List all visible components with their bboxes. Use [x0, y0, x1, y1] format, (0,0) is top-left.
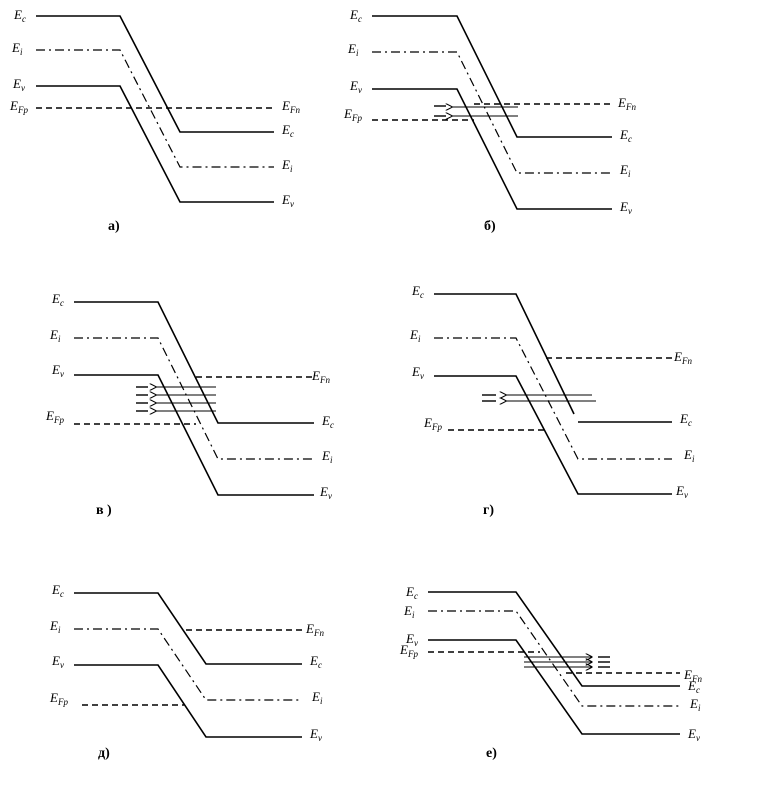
label-Ev-right: $E_v$ — [282, 192, 294, 209]
conduction-band-edge — [36, 16, 274, 132]
valence-band-edge — [36, 86, 274, 202]
panel-caption: в ) — [96, 503, 112, 518]
label-Ev-right: $E_v$ — [310, 726, 322, 743]
label-Ec-right: $E_c$ — [680, 411, 692, 428]
label-Ec-right: $E_c$ — [282, 122, 294, 139]
label-EFp-left: $E_{Fp}$ — [424, 415, 442, 432]
label-EFn-right: $E_{Fn}$ — [618, 95, 636, 112]
valence-band-edge — [74, 665, 302, 737]
valence-band-edge — [74, 375, 314, 495]
label-EFp-left: $E_{Fp}$ — [344, 106, 362, 123]
label-EFn-right: $E_{Fn}$ — [674, 349, 692, 366]
panel-g — [409, 283, 695, 518]
label-EFn-right: $E_{Fn}$ — [306, 621, 324, 638]
label-Ec-right: $E_c$ — [688, 678, 700, 695]
panel-d — [49, 582, 324, 761]
intrinsic-level — [428, 611, 680, 706]
conduction-band-edge — [74, 302, 314, 423]
label-EFn-right: $E_{Fn}$ — [282, 98, 300, 115]
label-Ec-right: $E_c$ — [620, 127, 632, 144]
label-Ei-right: $E_i$ — [312, 689, 323, 706]
label-Ev-left: $E_v$ — [412, 364, 424, 381]
panel-e — [399, 584, 702, 761]
label-Ec-right: $E_c$ — [322, 413, 334, 430]
label-Ev-left: $E_v$ — [406, 631, 418, 648]
label-Ev-right: $E_v$ — [688, 726, 700, 743]
label-EFn-right: $E_{Fn}$ — [312, 368, 330, 385]
label-Ei-right: $E_i$ — [690, 696, 701, 713]
label-Ei-left: $E_i$ — [404, 603, 415, 620]
intrinsic-level — [372, 52, 612, 173]
label-Ev-right: $E_v$ — [620, 199, 632, 216]
conduction-band-edge — [74, 593, 302, 664]
intrinsic-level — [74, 338, 314, 459]
panel-caption: а) — [108, 219, 120, 234]
intrinsic-level — [434, 338, 672, 459]
label-Ec-left: $E_c$ — [412, 283, 424, 300]
label-EFp-left: $E_{Fp}$ — [46, 408, 64, 425]
label-Ec-left: $E_c$ — [350, 7, 362, 24]
label-Ei-left: $E_i$ — [12, 40, 23, 57]
label-Ei-right: $E_i$ — [684, 447, 695, 464]
panel-caption: г) — [483, 503, 495, 518]
label-Ei-left: $E_i$ — [50, 327, 61, 344]
label-Ei-left: $E_i$ — [410, 327, 421, 344]
valence-band-edge — [428, 640, 680, 734]
label-Ei-right: $E_i$ — [322, 448, 333, 465]
valence-band-edge — [434, 376, 672, 494]
panel-a — [9, 7, 300, 234]
panel-b — [343, 7, 636, 234]
label-Ev-right: $E_v$ — [676, 483, 688, 500]
label-Ei-right: $E_i$ — [282, 157, 293, 174]
label-Ec-left: $E_c$ — [52, 291, 64, 308]
label-Ev-left: $E_v$ — [350, 78, 362, 95]
label-EFn-right: $E_{Fn}$ — [684, 667, 702, 684]
label-Ei-left: $E_i$ — [50, 618, 61, 635]
conduction-band-edge-left — [434, 294, 574, 414]
label-Ei-right: $E_i$ — [620, 162, 631, 179]
panel-caption: б) — [484, 219, 496, 234]
label-EFp-left: $E_{Fp}$ — [400, 642, 418, 659]
panel-caption: е) — [486, 746, 497, 761]
label-Ec-left: $E_c$ — [406, 584, 418, 601]
label-EFp-left: $E_{Fp}$ — [50, 690, 68, 707]
label-Ei-left: $E_i$ — [348, 41, 359, 58]
panel-v — [45, 291, 334, 518]
label-Ec-left: $E_c$ — [52, 582, 64, 599]
conduction-band-edge — [428, 592, 680, 686]
label-Ec-right: $E_c$ — [310, 653, 322, 670]
label-Ev-left: $E_v$ — [52, 362, 64, 379]
panel-caption: д) — [98, 746, 110, 761]
label-Ev-left: $E_v$ — [13, 76, 25, 93]
conduction-band-edge — [372, 16, 612, 137]
label-Ec-left: $E_c$ — [14, 7, 26, 24]
label-Ev-left: $E_v$ — [52, 653, 64, 670]
label-Ev-right: $E_v$ — [320, 484, 332, 501]
label-EFp-left: $E_{Fp}$ — [10, 98, 28, 115]
